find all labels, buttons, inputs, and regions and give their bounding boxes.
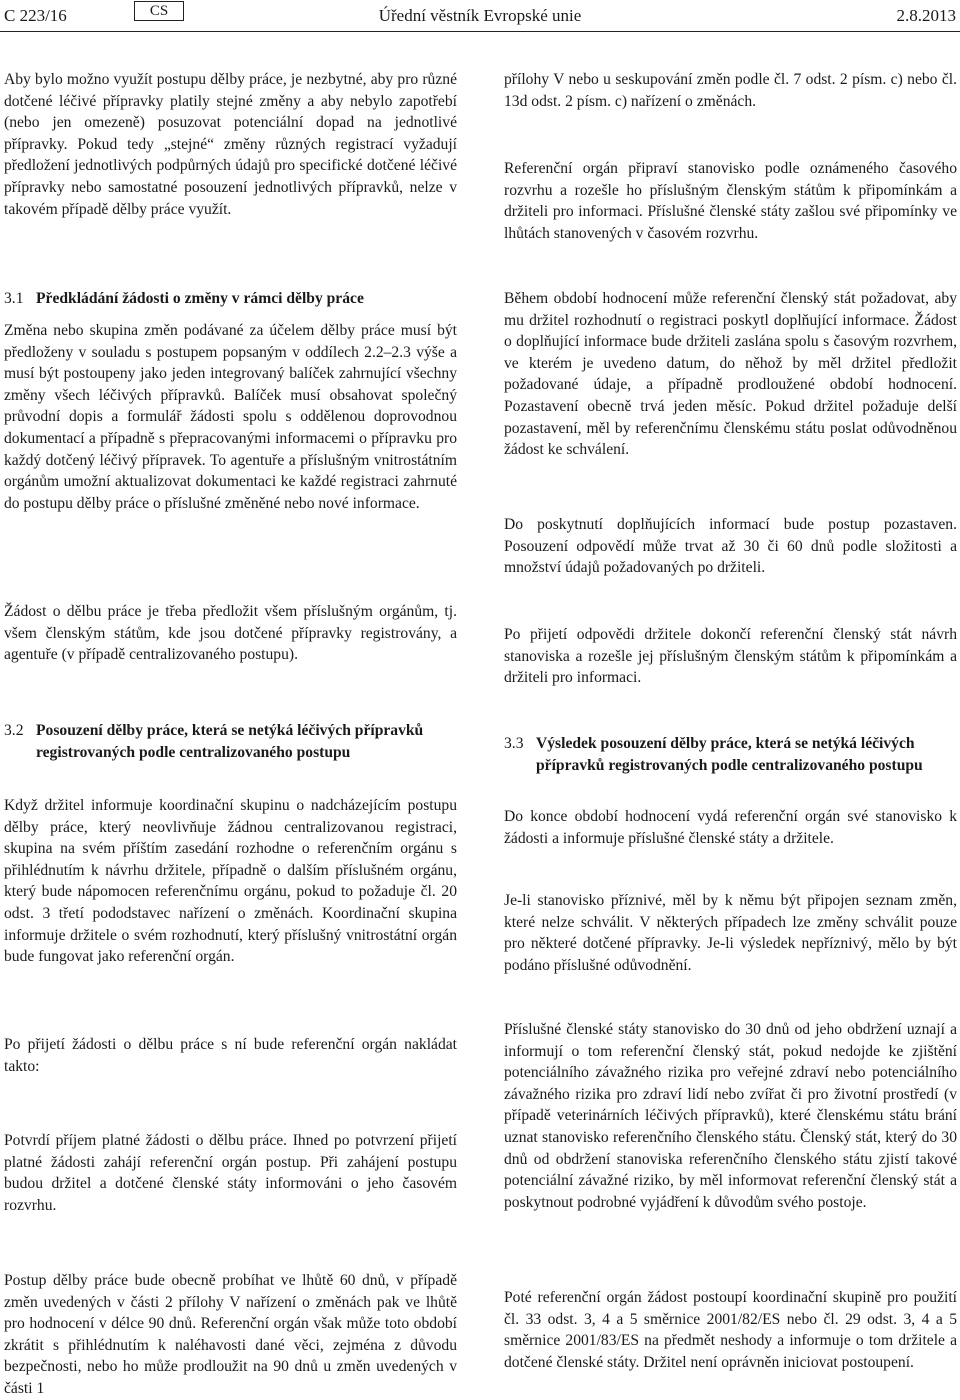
paragraph: Když držitel informuje koordinační skupinu o nadcházejícím postupu dělby práce, který neovlivňuje žádnou centralizovanou registraci, skupina na svém příštím zasedání rozhodne o referenčním orgánu s přihlédnutím k návrhu držitele, případně o dalším příslušném orgánu, který bude nápomocen referenčnímu orgánu, pokud to požaduje čl. 20 odst. 3 třetí pododstavec nařízení o změnách. Koordinační skupina informuje držitele o svém rozhodnutí, který příslušný vnitrostátní orgán bude fungovat jako referenční orgán.: [4, 797, 457, 966]
paragraph: Po přijetí žádosti o dělbu práce s ní bude referenční orgán nakládat takto:: [4, 1036, 457, 1075]
paragraph: Změna nebo skupina změn podávané za účelem dělby práce musí být předloženy v souladu s postupem popsaným v oddílech 2.2–2.3 výše a musí být postoupeny jako jeden integrovaný balíček zahrnující všechny změny všech léčivých přípravků. Balíček musí obsahovat společný průvodní dopis a formulář žádosti spolu s oddělenou doprovodnou dokumentací a případně s přepracovanými informacemi o přípravku pro každý dotčený léčivý přípravek. To agentuře a příslušným vnitrostátním orgánům umožní aktualizovat dokumentaci ke každé registraci zahrnuté do postupu dělby práce o příslušné změněné nebo nové informace.: [4, 322, 457, 512]
paragraph: Příslušné členské státy stanovisko do 30 dnů od jeho obdržení uznají a informují o tom referenční členský stát, pokud nedojde ke zjištění potenciálního závažného rizika pro veřejné zdraví nebo potenciálního závažného rizika pro zdraví lidí nebo zvířat či pro životní prostředí (v případě veterinárních léčivých přípravků), které členskému státu brání uznat stanovisko referenčního členského státu. Členský stát, který do 30 dnů od obdržení stanoviska referenčního členského státu zjistí takové potenciální závažné riziko, by měl informovat referenční členský stát a poskytnout podrobné vyjádření k důvodům svého postoje.: [504, 1021, 957, 1211]
page-reference: C 223/16: [4, 6, 67, 25]
section-title: Předkládání žádosti o změny v rámci dělby práce: [36, 290, 364, 307]
paragraph: Do poskytnutí doplňujících informací bude postup pozastaven. Posouzení odpovědí může trvat až 30 či 60 dnů podle složitosti a množství údajů požadovaných po držiteli.: [504, 516, 957, 577]
paragraph: Aby bylo možno využít postupu dělby práce, je nezbytné, aby pro různé dotčené léčivé přípravky platily stejné změny a aby nebylo zapotřebí (nebo jen omezeně) posuzovat potenciální dopad na jednotlivé přípravky. Pokud tedy „stejné“ změny různých registrací vyžadují předložení jednotlivých podpůrných údajů pro specifické dotčené léčivé přípravky nebo samostatné posouzení jednotlivých přípravků, nelze v takovém případě dělby práce využít.: [4, 71, 457, 218]
publication-date: 2.8.2013: [896, 6, 956, 25]
section-heading-3-1: [4, 288, 457, 310]
section-title: Výsledek posouzení dělby práce, která se netýká léčivých přípravků registrovaných podle centralizovaného postupu: [536, 735, 923, 774]
paragraph: Postup dělby práce bude obecně probíhat ve lhůtě 60 dnů, v případě změn uvedených v části 2 přílohy V nařízení o změnách pak ve lhůtě pro hodnocení v délce 90 dnů. Referenční orgán však může toto období zkrátit s přihlédnutím k naléhavosti dané věci, zejména z důvodu bezpečnosti, nebo ho může prodloužit na 90 dnů u změn uvedených v části 1: [4, 1272, 457, 1397]
paragraph: Referenční orgán připraví stanovisko podle oznámeného časového rozvrhu a rozešle ho příslušným členským státům k připomínkám a držiteli pro informaci. Příslušné členské státy zašlou své připomínky ve lhůtách stanovených v časovém rozvrhu.: [504, 160, 957, 242]
section-number: 3.2: [4, 722, 24, 739]
section-title: Posouzení dělby práce, která se netýká léčivých přípravků registrovaných podle centralizovaného postupu: [36, 722, 424, 761]
paragraph: Poté referenční orgán žádost postoupí koordinační skupině pro použití čl. 33 odst. 3, 4 a 5 směrnice 2001/82/ES nebo čl. 29 odst. 3, 4 a 5 směrnice 2001/83/ES na předmět neshody a informuje o tom držitele a dotčené členské státy. Držitel není oprávněn iniciovat postoupení.: [504, 1289, 957, 1371]
page-header: [0, 0, 960, 32]
paragraph: Žádost o dělbu práce je třeba předložit všem příslušným orgánům, tj. všem členským státům, kde jsou dotčené přípravky registrovány, a agentuře (v případě centralizovaného postupu).: [4, 603, 457, 664]
section-heading-3-3: [504, 733, 957, 776]
section-number: 3.1: [4, 290, 24, 307]
paragraph: Je-li stanovisko příznivé, měl by k němu být připojen seznam změn, které nelze schválit. V některých případech lze změny schválit pouze pro některé dotčené přípravky. Je-li výsledek nepříznivý, mělo by být podáno příslušné odůvodnění.: [504, 892, 957, 974]
paragraph: Do konce období hodnocení vydá referenční orgán své stanovisko k žádosti a informuje příslušné členské státy a držitele.: [504, 808, 957, 847]
paragraph: přílohy V nebo u seskupování změn podle čl. 7 odst. 2 písm. c) nebo čl. 13d odst. 2 písm. c) nařízení o změnách.: [504, 71, 957, 110]
language-badge: CS: [134, 1, 184, 21]
paragraph: Během období hodnocení může referenční členský stát požadovat, aby mu držitel rozhodnutí o registraci poskytl doplňující informace. Žádost o doplňující informace bude držiteli zaslána spolu s časovým rozvrhem, ve kterém je uvedeno datum, do něhož by měl držitel předložit požadované údaje, a případně prodloužené období hodnocení. Pozastavení obecně trvá jeden měsíc. Pokud držitel požaduje delší pozastavení, měl by referenčnímu členskému státu poslat odůvodněnou žádost ke schválení.: [504, 290, 957, 459]
header-divider: [0, 31, 960, 32]
section-number: 3.3: [504, 735, 524, 752]
journal-title: Úřední věstník Evropské unie: [378, 6, 582, 25]
section-heading-3-2: [4, 720, 457, 763]
paragraph: Po přijetí odpovědi držitele dokončí referenční členský stát návrh stanoviska a rozešle jej příslušným členským státům k připomínkám a držiteli pro informaci.: [504, 626, 957, 687]
paragraph: Potvrdí příjem platné žádosti o dělbu práce. Ihned po potvrzení přijetí platné žádosti zahájí referenční orgán postup. Při zahájení postupu budou držitel a dotčené členské státy informováni o jeho časovém rozvrhu.: [4, 1132, 457, 1214]
